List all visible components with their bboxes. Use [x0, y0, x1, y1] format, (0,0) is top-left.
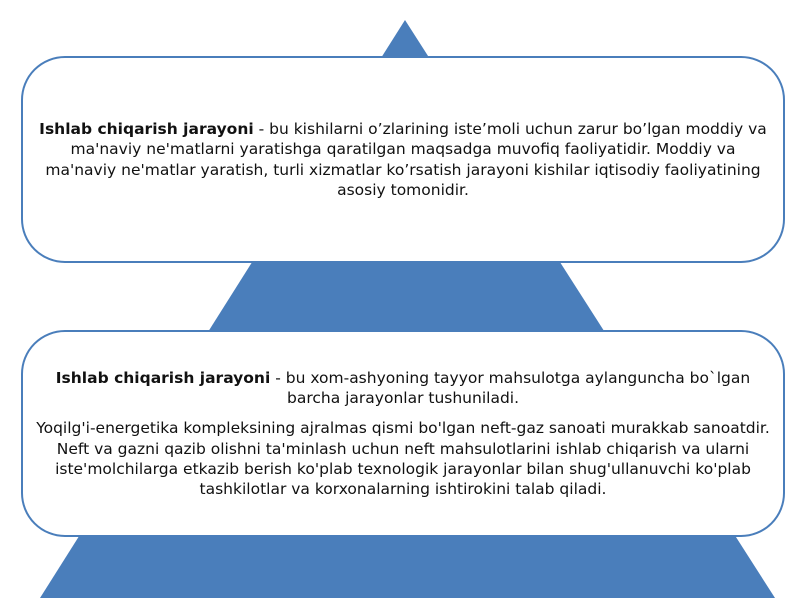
bottom-box-definition: - bu xom-ashyoning tayyor mahsulotga aylanguncha bo`lgan barcha jarayonlar tushuniladi. — [270, 369, 751, 408]
bottom-text-box — [21, 330, 785, 537]
top-box-text — [37, 119, 769, 200]
top-text-box — [21, 56, 785, 263]
bottom-box-paragraph: Yoqilg'i-energetika kompleksining ajralmas qismi bo'lgan neft-gaz sanoati murakkab sanoatdir. Neft va gazni qazib olishni ta'minlash uchun neft mahsulotlarini ishlab chiqarish va ularni iste'molchilarga etkazib berish ko'plab texnologik jarayonlar bilan shug'ullanuvchi ko'plab tashkilotlar va korxonalarning ishtirokini talab qiladi. — [36, 419, 770, 498]
top-box-term: Ishlab chiqarish jarayoni — [39, 120, 254, 139]
top-box-definition: - bu kishilarni o’zlarining iste’moli uchun zarur bo’lgan moddiy va ma'naviy ne'matlarni yaratishga qaratilgan maqsadga muvofiq faoliyatidir. Moddiy va ma'naviy ne'matlar yaratish, turli xizmatlar ko’rsatish jarayoni kishilar iqtisodiy faoliyatining asosiy tomonidir. — [45, 120, 767, 199]
bottom-box-text — [33, 368, 773, 408]
bottom-box-term: Ishlab chiqarish jarayoni — [55, 369, 271, 388]
